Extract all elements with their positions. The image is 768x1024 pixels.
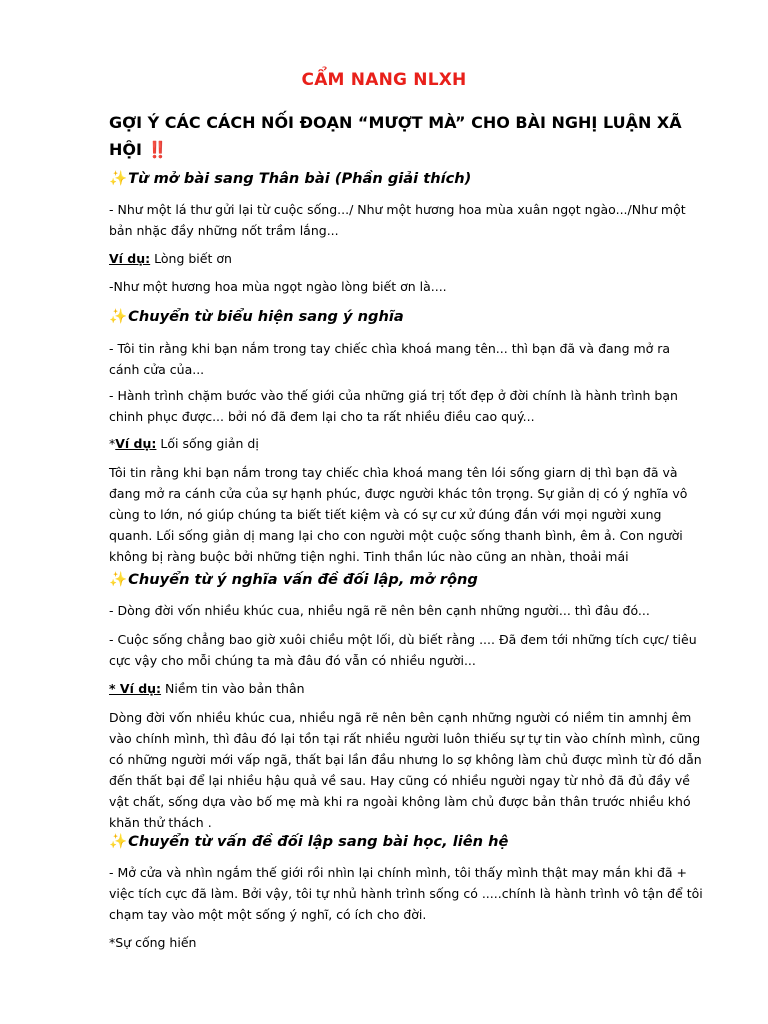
example-topic: Niềm tin vào bản thân bbox=[161, 681, 305, 696]
section-4-heading-text: Chuyển từ vấn đề đối lập sang bài học, liên hệ bbox=[128, 833, 509, 850]
section-2-example bbox=[109, 433, 704, 454]
document-title: CẨM NANG NLXH bbox=[301, 70, 467, 90]
section-1-paragraph-1: - Như một lá thư gửi lại từ cuộc sống.../ Như một hương hoa mùa xuân ngọt ngào.../Như một bản nhặc đầy những nốt trầm lắng... bbox=[109, 202, 686, 238]
section-1-paragraph-2: -Như một hương hoa mùa ngọt ngào lòng biết ơn là.... bbox=[109, 279, 447, 294]
section-3-heading-text: Chuyển từ ý nghĩa vấn đề đối lập, mở rộng bbox=[128, 571, 478, 588]
section-1-heading bbox=[109, 169, 699, 189]
section-2-heading bbox=[109, 307, 699, 327]
section-4-heading bbox=[109, 832, 699, 852]
section-1-heading-text: Từ mở bài sang Thân bài (Phần giải thích) bbox=[128, 170, 472, 187]
section-2-heading-text: Chuyển từ biểu hiện sang ý nghĩa bbox=[128, 308, 404, 325]
section-3-example bbox=[109, 678, 704, 699]
example-label: Ví dụ: bbox=[115, 436, 157, 451]
section-1-example bbox=[109, 248, 704, 269]
section-2-paragraph-3: Tôi tin rằng khi bạn nắm trong tay chiếc chìa khoá mang tên lói sống giarn dị thì bạn đã và đang mở ra cánh cửa của sự hạnh phúc, được người khác tôn trọng. Sự giản dị có ý nghĩa vô cùng to lớn, nó giúp chúng ta biết tiết kiệm và có sự cư xử đúng đắn với mọi người xung quanh. Lối sống giản dị mang lại cho con người một cuộc sống thanh bình, êm ả. Con người không bị ràng buộc bởi những tiện nghi. Tinh thần lúc nào cũng an nhàn, thoải mái bbox=[109, 465, 688, 564]
double-exclamation-icon: ‼️ bbox=[147, 140, 168, 159]
section-4-paragraph-1: - Mở cửa và nhìn ngắm thế giới rồi nhìn lại chính mình, tôi thấy mình thật may mắn khi đã + việc tích cực đã làm. Bởi vậy, tôi tự nhủ hành trình sống có .....chính là hành trình vô tận để tôi chạm tay vào một một sống ý nghĩ, có ích cho đời. bbox=[109, 865, 703, 922]
sparkle-icon: ✨ bbox=[109, 170, 128, 187]
section-3-paragraph-3: Dòng đời vốn nhiều khúc cua, nhiều ngã rẽ nên bên cạnh những người có niềm tin amnhj êm vào chính mình, thì đâu đó lại tồn tại rất nhiều người luôn thiếu sự tự tin vào chính mình, cũng có những người mới vấp ngã, thất bại lần đầu nhưng lo sợ không làm chủ được mình từ đó dẫn đến thất bại để lại nhiều hậu quả về sau. Hay cũng có nhiều người ngay từ nhỏ đã đủ đầy về vật chất, sống dựa vào bố mẹ mà khi ra ngoài không làm chủ được bản thân trước nhiều khó khăn thử thách . bbox=[109, 710, 702, 830]
section-4-paragraph-2: *Sự cống hiến bbox=[109, 935, 197, 950]
section-3-heading bbox=[109, 570, 699, 590]
subtitle-text: GỢI Ý CÁC CÁCH NỐI ĐOẠN “MƯỢT MÀ” CHO BÀI NGHỊ LUẬN XÃ HỘI bbox=[109, 113, 682, 159]
section-2-paragraph-2: - Hành trình chặm bước vào thế giới của những giá trị tốt đẹp ở đời chính là hành trình bạn chinh phục được... bởi nó đã đem lại cho ta rất nhiều điều cao quý... bbox=[109, 388, 678, 424]
section-3-paragraph-2: - Cuộc sống chẳng bao giờ xuôi chiều một lối, dù biết rằng .... Đã đem tới những tích cực/ tiêu cực vậy cho mỗi chúng ta mà đâu đó vẫn có nhiều người... bbox=[109, 632, 697, 668]
section-2-paragraph-1: - Tôi tin rằng khi bạn nắm trong tay chiếc chìa khoá mang tên... thì bạn đã và đang mở ra cánh cửa của... bbox=[109, 341, 671, 377]
example-topic: Lòng biết ơn bbox=[150, 251, 232, 266]
document-subtitle bbox=[109, 109, 689, 163]
sparkle-icon: ✨ bbox=[109, 571, 128, 588]
example-prefix: * bbox=[109, 436, 116, 451]
section-3-paragraph-1: - Dòng đời vốn nhiều khúc cua, nhiều ngã rẽ nên bên cạnh những người... thì đâu đó... bbox=[109, 603, 650, 618]
sparkle-icon: ✨ bbox=[109, 833, 128, 850]
example-label: Ví dụ: bbox=[109, 251, 151, 266]
sparkle-icon: ✨ bbox=[109, 308, 128, 325]
example-topic: Lối sống giản dị bbox=[156, 436, 259, 451]
example-label: * Ví dụ: bbox=[109, 681, 162, 696]
